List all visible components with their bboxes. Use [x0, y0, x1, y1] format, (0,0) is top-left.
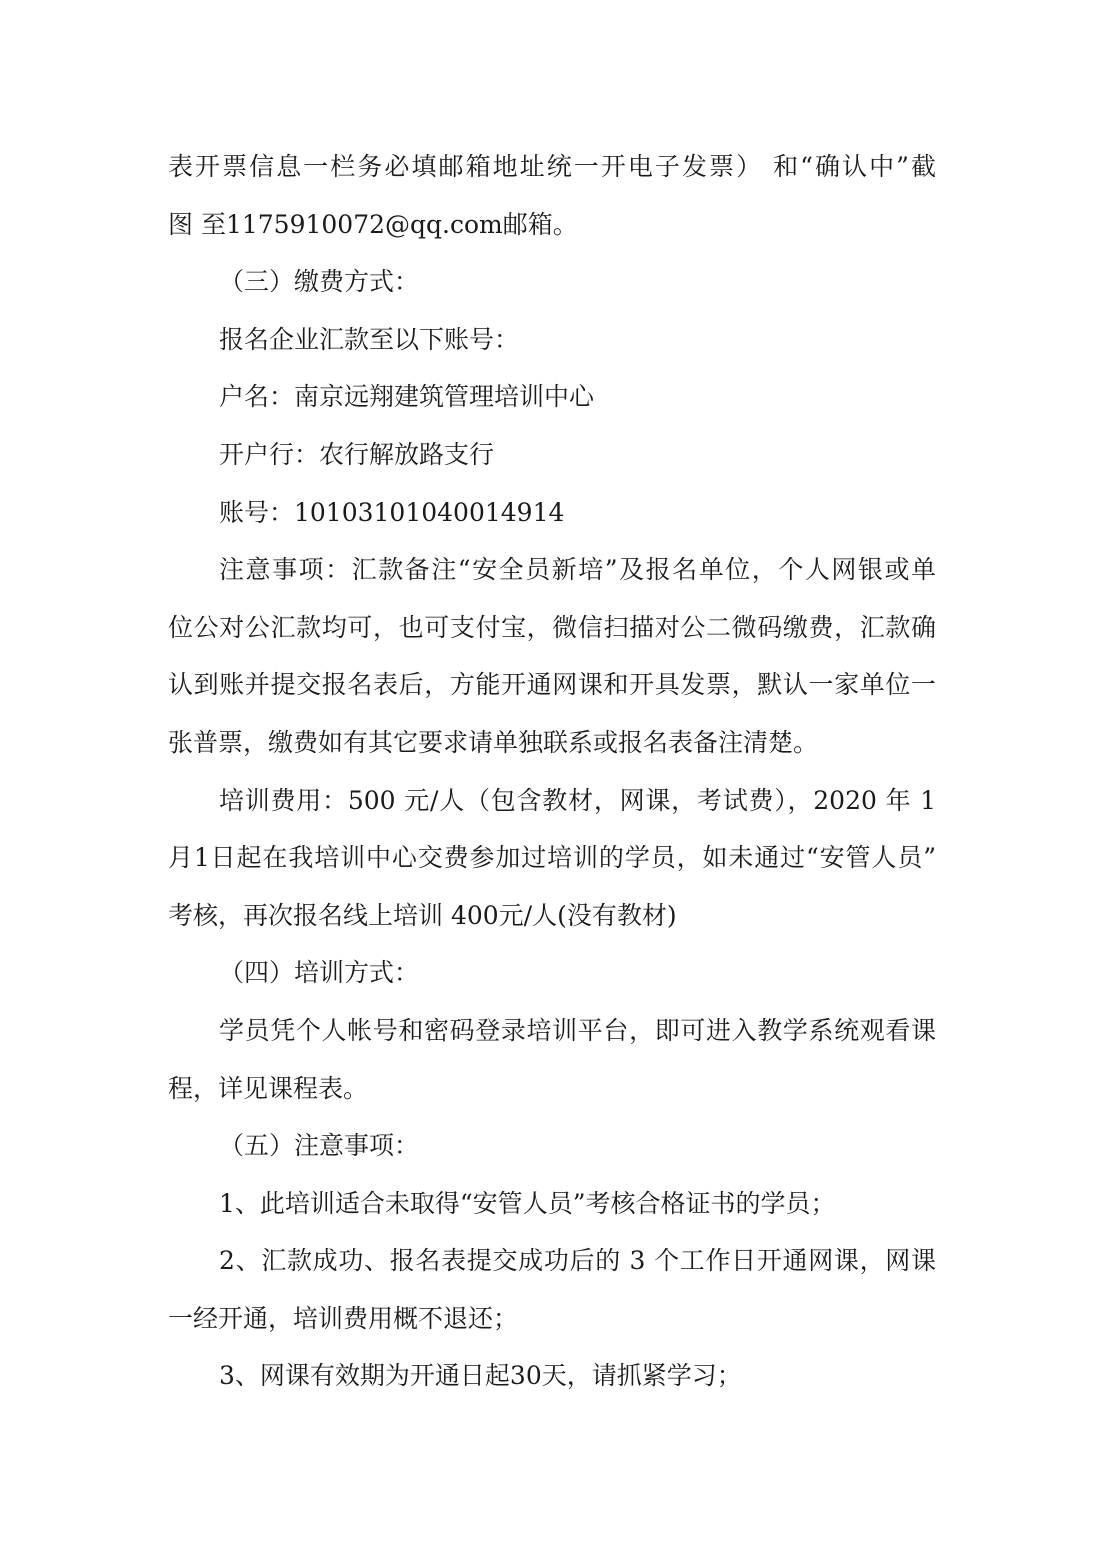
section-heading-payment: （三）缴费方式：: [219, 267, 420, 297]
training-method-line: 学员凭个人帐号和密码登录培训平台，即可进入教学系统观看课: [219, 1015, 936, 1045]
invoice-info-line: 表开票信息一栏务必填邮箱地址统一开电子发票） 和“确认中”截: [168, 152, 936, 181]
payment-notes-line: 注意事项：汇款备注“安全员新培”及报名单位，个人网银或单: [219, 555, 936, 585]
fee-line: 培训费用：500 元/人（包含教材，网课，考试费），2020 年 1: [219, 785, 936, 815]
account-name-line: 户名：南京远翔建筑管理培训中心: [219, 382, 595, 412]
training-method-line: 程，详见课程表。: [168, 1073, 369, 1103]
fee-line: 月1日起在我培训中心交费参加过培训的学员，如未通过“安管人员”: [168, 843, 936, 873]
section-heading-training-method: （四）培训方式：: [219, 958, 420, 988]
note-item-2: 一经开通，培训费用概不退还；: [168, 1303, 519, 1333]
fee-line: 考核，再次报名线上培训 400元/人(没有教材): [168, 900, 677, 930]
account-number-line: 账号：10103101040014914: [219, 497, 565, 527]
document-body: [168, 138, 936, 1405]
payment-notes-line: 位公对公汇款均可，也可支付宝，微信扫描对公二微码缴费，汇款确: [168, 612, 936, 642]
bank-line: 开户行：农行解放路支行: [219, 439, 495, 469]
email-line: 图 至1175910072@qq.com邮箱。: [168, 209, 578, 239]
note-item-1: 1、此培训适合未取得“安管人员”考核合格证书的学员；: [219, 1188, 836, 1218]
remit-intro-line: 报名企业汇款至以下账号：: [219, 324, 520, 354]
note-item-2: 2、汇款成功、报名表提交成功后的 3 个工作日开通网课，网课: [219, 1246, 936, 1276]
section-heading-notes: （五）注意事项：: [219, 1131, 420, 1161]
payment-notes-line: 张普票，缴费如有其它要求请单独联系或报名表备注清楚。: [168, 727, 819, 757]
note-item-3: 3、网课有效期为开通日起30天，请抓紧学习；: [219, 1361, 742, 1391]
payment-notes-line: 认到账并提交报名表后，方能开通网课和开具发票，默认一家单位一: [168, 670, 936, 700]
